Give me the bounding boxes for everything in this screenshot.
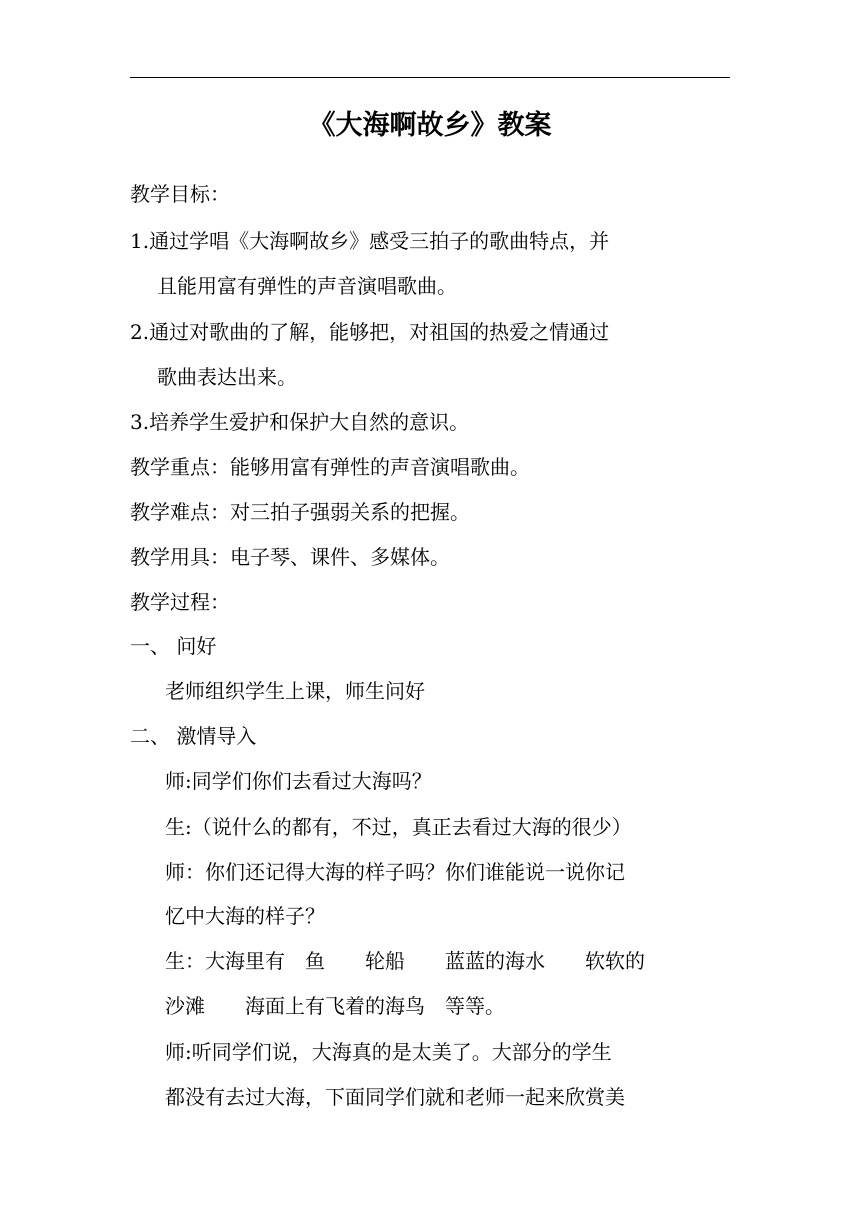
dialogue-line: 沙滩 海面上有飞着的海鸟 等等。 [165,994,505,1018]
teaching-process-heading: 教学过程： [130,590,230,614]
dialogue-line: 师:同学们你们去看过大海吗？ [165,769,432,793]
dialogue-line: 师：你们还记得大海的样子吗？你们谁能说一说你记 [165,860,625,884]
dialogue-line: 生:（说什么的都有，不过，真正去看过大海的很少） [165,815,632,839]
dialogue-line: 都没有去过大海，下面同学们就和老师一起来欣赏美 [165,1085,625,1109]
section-1-text: 老师组织学生上课，师生问好 [165,679,425,703]
teaching-goals-heading: 教学目标： [130,182,230,206]
document-title: 《大海啊故乡》教案 [308,110,552,141]
goal-1-line-1: 1.通过学唱《大海啊故乡》感受三拍子的歌曲特点，并 [130,229,610,253]
teaching-tools: 教学用具：电子琴、课件、多媒体。 [130,545,450,569]
dialogue-line: 师:听同学们说，大海真的是太美了。大部分的学生 [165,1040,612,1064]
dialogue-line: 生：大海里有 鱼 轮船 蓝蓝的海水 软软的 [165,949,645,973]
goal-1-line-2: 且能用富有弹性的声音演唱歌曲。 [157,274,457,298]
goal-3: 3.培养学生爱护和保护大自然的意识。 [130,410,470,434]
section-2-heading: 二、 激情导入 [130,724,257,748]
header-rule [130,77,730,78]
goal-2-line-2: 歌曲表达出来。 [157,365,297,389]
teaching-focus: 教学重点：能够用富有弹性的声音演唱歌曲。 [130,455,530,479]
section-1-heading: 一、 问好 [130,634,217,658]
dialogue-line: 忆中大海的样子？ [165,904,325,928]
goal-2-line-1: 2.通过对歌曲的了解，能够把，对祖国的热爱之情通过 [130,320,610,344]
teaching-difficulty: 教学难点：对三拍子强弱关系的把握。 [130,500,470,524]
